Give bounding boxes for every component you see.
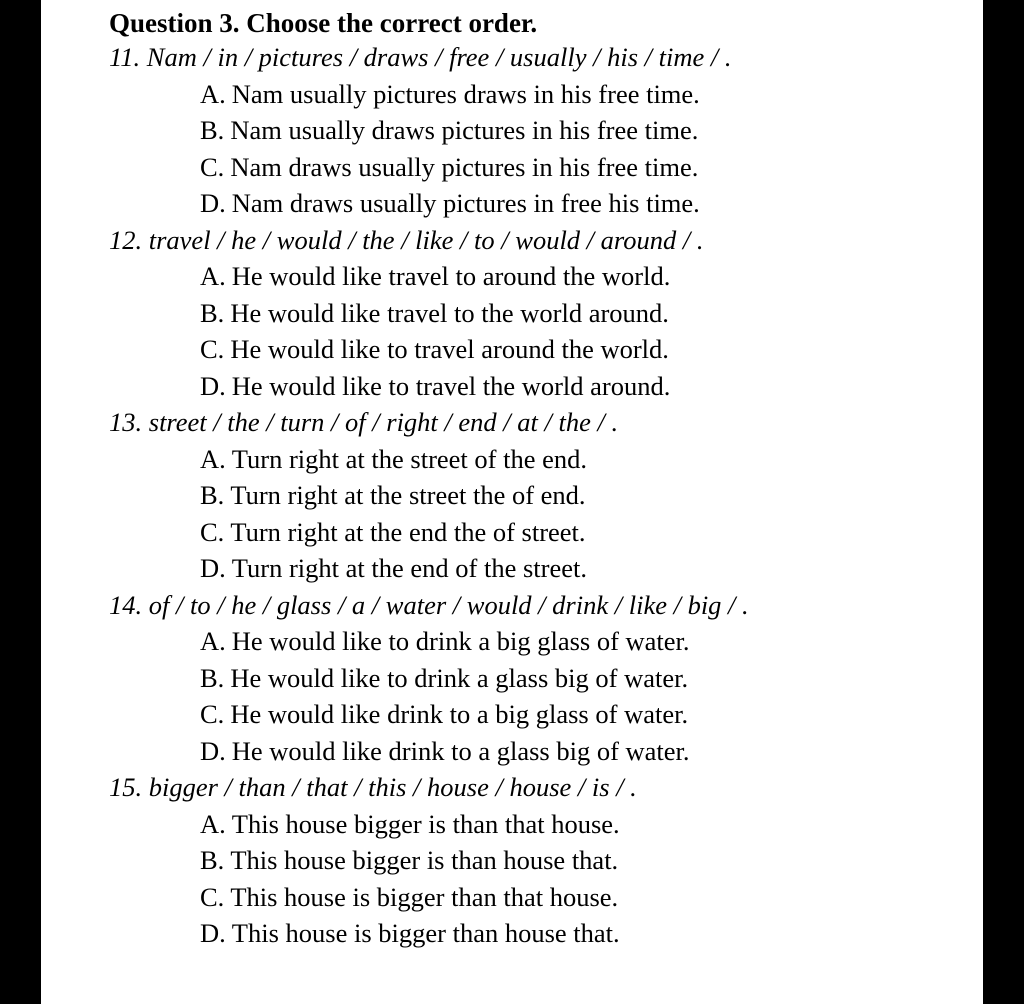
question-prompt: 11. Nam / in / pictures / draws / free / usually / his / time / .: [109, 42, 732, 72]
option-letter: C.: [200, 334, 225, 364]
option-text: He would like drink to a big glass of water.: [230, 699, 689, 729]
option-letter: D.: [200, 553, 226, 583]
option-letter: D.: [200, 918, 226, 948]
option-text: Nam draws usually pictures in his free time.: [230, 151, 699, 182]
option-text: This house bigger is than that house.: [231, 808, 620, 839]
option-text: Nam usually pictures draws in his free time.: [231, 78, 700, 109]
answer-option: [109, 514, 979, 551]
option-letter: B.: [200, 662, 225, 693]
option-letter: A.: [200, 78, 226, 109]
option-letter: D.: [200, 188, 226, 218]
answer-option: [109, 149, 979, 186]
answer-option: [109, 842, 979, 879]
answer-option: [109, 368, 979, 405]
question-heading: Question 3. Choose the correct order.: [109, 8, 538, 38]
question-prompt: 13. street / the / turn / of / right / end / at / the / .: [109, 407, 619, 437]
answer-options: [109, 806, 979, 952]
option-text: He would like to travel around the world.: [230, 334, 669, 364]
option-letter: B.: [200, 115, 225, 145]
answer-option: [109, 331, 979, 368]
answer-option: [109, 258, 979, 295]
answer-option: [109, 295, 979, 332]
option-text: He would like to travel the world around.: [231, 370, 671, 401]
option-letter: B.: [200, 480, 225, 510]
option-letter: A.: [200, 808, 226, 839]
question-prompt: 15. bigger / than / that / this / house / house / is / .: [109, 772, 637, 802]
option-letter: A.: [200, 443, 226, 474]
question-block: [109, 404, 979, 587]
answer-option: [109, 550, 979, 587]
answer-option: [109, 441, 979, 478]
answer-options: [109, 258, 979, 404]
option-letter: C.: [200, 151, 225, 182]
option-text: Nam usually draws pictures in his free time.: [230, 115, 699, 145]
option-text: This house is bigger than house that.: [231, 918, 620, 948]
answer-option: [109, 915, 979, 952]
option-letter: B.: [200, 845, 225, 875]
question-block: [109, 222, 979, 405]
question-block: [109, 587, 979, 770]
option-text: He would like to drink a glass big of water.: [230, 662, 689, 693]
answer-option: [109, 185, 979, 222]
answer-option: [109, 696, 979, 733]
document-page: [41, 0, 983, 1004]
option-text: Nam draws usually pictures in free his time.: [231, 188, 700, 218]
question-prompt: 14. of / to / he / glass / a / water / would / drink / like / big / .: [109, 589, 749, 620]
option-text: Turn right at the street of the end.: [231, 443, 587, 474]
option-letter: D.: [200, 735, 226, 766]
answer-option: [109, 623, 979, 660]
answer-option: [109, 477, 979, 514]
question-list: [109, 39, 979, 952]
option-text: He would like travel to the world around.: [230, 297, 669, 328]
option-text: Turn right at the end the of street.: [230, 516, 586, 547]
answer-option: [109, 733, 979, 770]
document-content: [109, 0, 979, 952]
answer-options: [109, 623, 979, 769]
answer-option: [109, 806, 979, 843]
option-letter: C.: [200, 881, 225, 912]
answer-option: [109, 112, 979, 149]
answer-option: [109, 660, 979, 697]
question-prompt: 12. travel / he / would / the / like / to / would / around / .: [109, 224, 704, 255]
option-letter: C.: [200, 516, 225, 547]
option-text: He would like to drink a big glass of water.: [231, 626, 690, 656]
option-letter: C.: [200, 699, 225, 729]
option-text: He would like travel to around the world.: [231, 261, 671, 291]
answer-options: [109, 76, 979, 222]
option-text: This house is bigger than that house.: [230, 881, 619, 912]
option-letter: A.: [200, 261, 226, 291]
option-text: This house bigger is than house that.: [230, 845, 619, 875]
option-text: He would like drink to a glass big of water.: [231, 735, 690, 766]
answer-options: [109, 441, 979, 587]
option-letter: A.: [200, 626, 226, 656]
question-block: [109, 769, 979, 952]
option-text: Turn right at the street the of end.: [230, 480, 586, 510]
answer-option: [109, 76, 979, 113]
option-text: Turn right at the end of the street.: [231, 553, 587, 583]
question-block: [109, 39, 979, 222]
option-letter: D.: [200, 370, 226, 401]
answer-option: [109, 879, 979, 916]
option-letter: B.: [200, 297, 225, 328]
